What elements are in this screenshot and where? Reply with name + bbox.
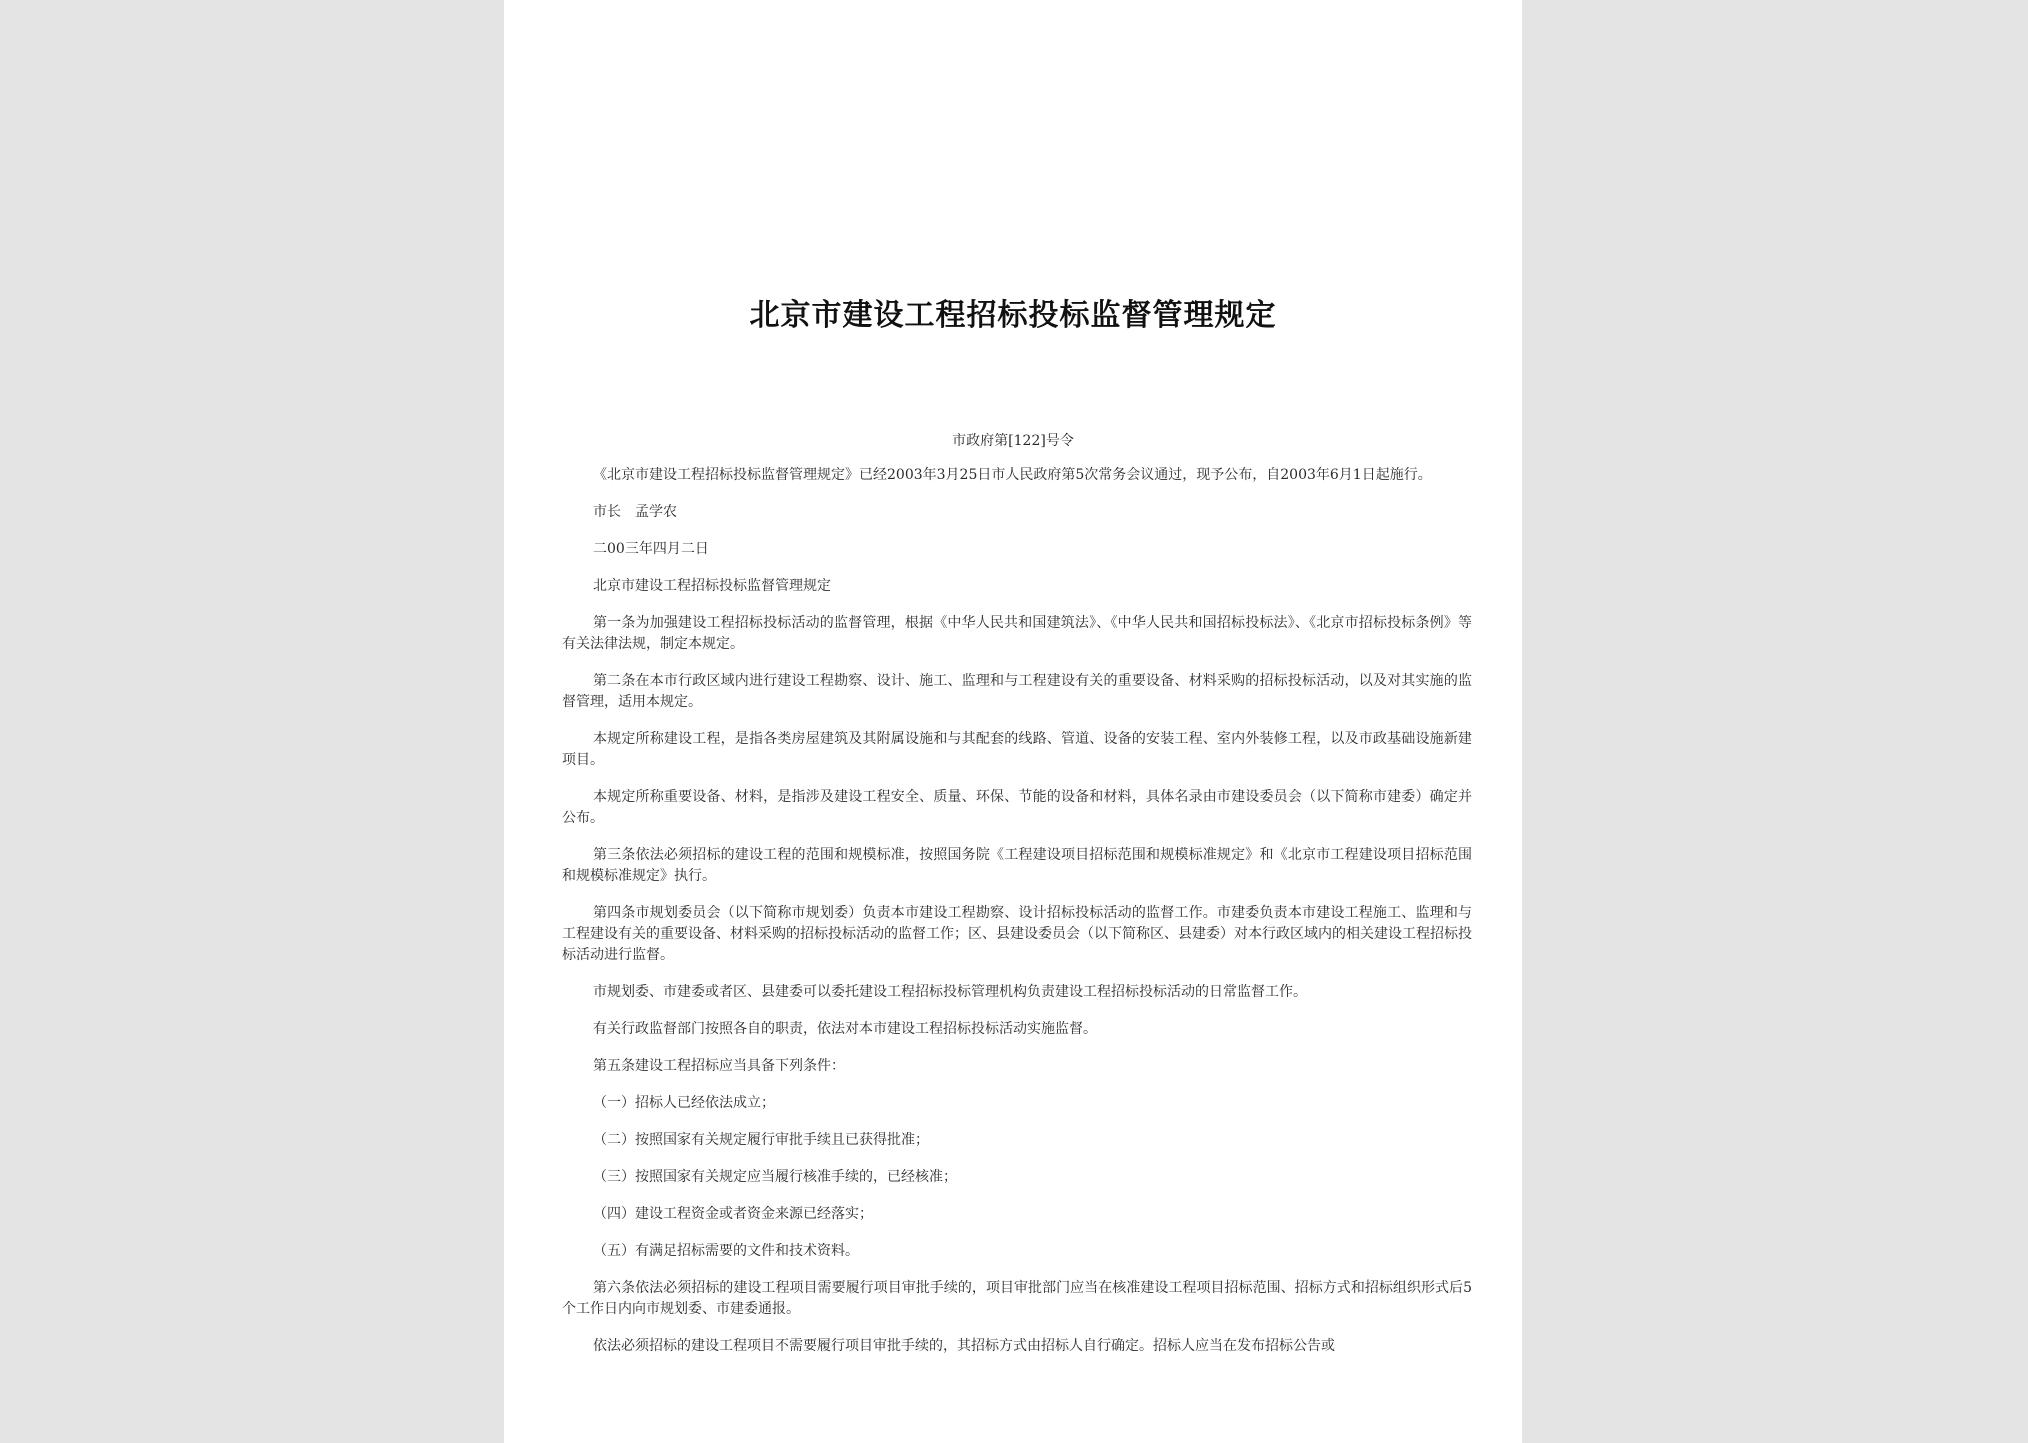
document-page [504, 0, 1522, 1443]
paragraph: 第四条市规划委员会（以下简称市规划委）负责本市建设工程勘察、设计招标投标活动的监督工作。市建委负责本市建设工程施工、监理和与工程建设有关的重要设备、材料采购的招标投标活动的监督工作；区、县建设委员会（以下简称区、县建委）对本行政区域内的相关建设工程招标投标活动进行监督。 [562, 905, 1472, 963]
order-number: 市政府第[122]号令 [952, 433, 1074, 449]
paragraph: 北京市建设工程招标投标监督管理规定 [593, 578, 831, 594]
paragraph: （二）按照国家有关规定履行审批手续且已获得批准； [593, 1132, 929, 1148]
paragraph: 第三条依法必须招标的建设工程的范围和规模标准，按照国务院《工程建设项目招标范围和规模标准规定》和《北京市工程建设项目招标范围和规模标准规定》执行。 [562, 847, 1472, 884]
paragraph: （四）建设工程资金或者资金来源已经落实； [593, 1206, 873, 1222]
paragraph: 市长 孟学农 [593, 504, 677, 520]
paragraph: 二00三年四月二日 [593, 541, 709, 557]
paragraph: （一）招标人已经依法成立； [593, 1095, 775, 1111]
paragraph: 有关行政监督部门按照各自的职责，依法对本市建设工程招标投标活动实施监督。 [593, 1021, 1097, 1037]
paragraph: （五）有满足招标需要的文件和技术资料。 [593, 1243, 859, 1259]
document-body [562, 465, 1472, 1373]
paragraph: 市规划委、市建委或者区、县建委可以委托建设工程招标投标管理机构负责建设工程招标投标活动的日常监督工作。 [593, 984, 1307, 1000]
paragraph: 本规定所称重要设备、材料，是指涉及建设工程安全、质量、环保、节能的设备和材料，具体名录由市建设委员会（以下简称市建委）确定并公布。 [562, 789, 1472, 826]
document-title: 北京市建设工程招标投标监督管理规定 [749, 298, 1277, 333]
paragraph: 本规定所称建设工程，是指各类房屋建筑及其附属设施和与其配套的线路、管道、设备的安装工程、室内外装修工程，以及市政基础设施新建项目。 [562, 731, 1472, 768]
paragraph: 《北京市建设工程招标投标监督管理规定》已经2003年3月25日市人民政府第5次常务会议通过，现予公布，自2003年6月1日起施行。 [593, 467, 1432, 483]
paragraph: 第一条为加强建设工程招标投标活动的监督管理，根据《中华人民共和国建筑法》、《中华人民共和国招标投标法》、《北京市招标投标条例》等有关法律法规，制定本规定。 [562, 615, 1472, 652]
paragraph: 依法必须招标的建设工程项目不需要履行项目审批手续的，其招标方式由招标人自行确定。招标人应当在发布招标公告或 [593, 1338, 1335, 1354]
paragraph: 第六条依法必须招标的建设工程项目需要履行项目审批手续的，项目审批部门应当在核准建设工程项目招标范围、招标方式和招标组织形式后5个工作日内向市规划委、市建委通报。 [562, 1280, 1472, 1317]
paragraph: 第二条在本市行政区域内进行建设工程勘察、设计、施工、监理和与工程建设有关的重要设备、材料采购的招标投标活动，以及对其实施的监督管理，适用本规定。 [562, 673, 1472, 710]
paragraph: （三）按照国家有关规定应当履行核准手续的，已经核准； [593, 1169, 957, 1185]
paragraph: 第五条建设工程招标应当具备下列条件： [593, 1058, 845, 1074]
